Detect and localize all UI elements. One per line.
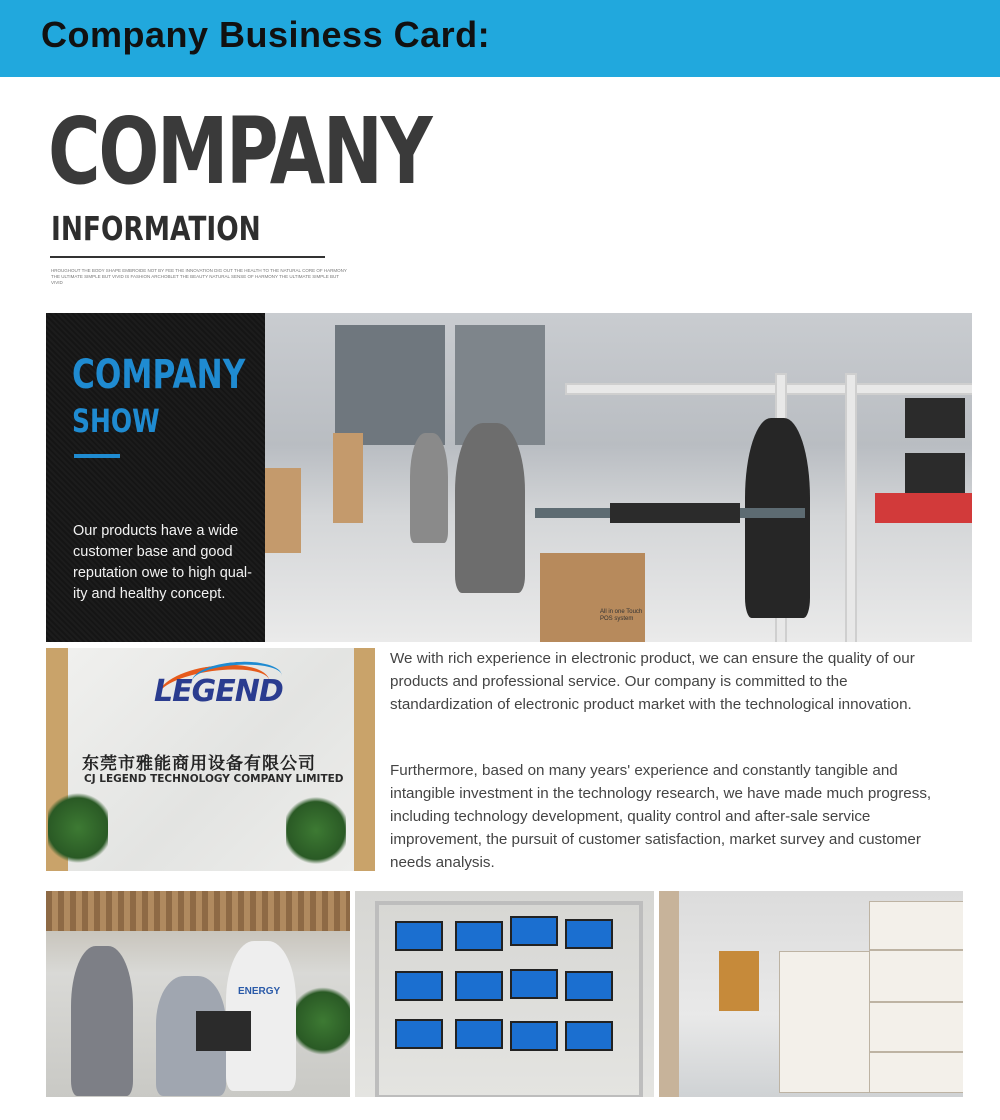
testing-rack-photo	[355, 891, 654, 1097]
plant	[286, 793, 346, 868]
office-team-photo	[46, 891, 350, 1097]
carton-wall	[869, 901, 963, 1093]
red-cables	[875, 493, 972, 523]
company-lobby-photo	[46, 648, 375, 871]
company-name-chinese: 东莞市雅能商用设备有限公司	[82, 754, 316, 774]
carton-wall	[779, 951, 871, 1093]
pos-screen	[510, 916, 558, 946]
pos-screen	[510, 969, 558, 999]
banner-title: Company Business Card:	[41, 14, 491, 55]
worker	[410, 433, 448, 543]
show-description: Our products have a wide customer base and good reputation owe to high qual-ity and healthy concept.	[73, 523, 252, 602]
window	[335, 325, 445, 445]
show-subtitle: SHOW	[72, 402, 160, 440]
door-frame	[659, 891, 679, 1097]
product-box-label: All in one Touch POS system	[600, 609, 643, 622]
pos-screen	[455, 1019, 503, 1049]
pos-display	[905, 453, 965, 493]
wood-ceiling	[46, 891, 350, 931]
pos-screen	[565, 919, 613, 949]
fine-print: HROUGHOUT THE BODY SHAPE EMBROIDE NOT BY FEE THE INNOVATION DIG OUT THE HEALTH TO THE NATURAL CORE OF HARMONY THE ULTIMATE SIMPLE BUT VIVID IS FASHION ARCHOBLET THE BEAUTY NATURAL SENSE OF HARMONY THE ULTIMATE SIMPLE BUT VIVID	[51, 268, 347, 285]
carton-seam	[869, 1001, 963, 1003]
staff-member	[71, 946, 133, 1096]
plant	[48, 788, 108, 868]
pos-screen	[395, 921, 443, 951]
legend-logo: LEGEND	[154, 674, 283, 709]
show-accent-bar	[74, 454, 120, 458]
carton-seam	[869, 949, 963, 951]
pos-display	[905, 398, 965, 438]
plant	[296, 981, 350, 1061]
shelf-post	[845, 373, 857, 642]
pos-screen	[455, 921, 503, 951]
pos-screen	[510, 1021, 558, 1051]
pos-screen	[455, 971, 503, 1001]
show-title: COMPANY	[72, 352, 246, 398]
header-banner	[0, 0, 1000, 77]
pos-screen	[565, 971, 613, 1001]
company-heading: COMPANY	[48, 98, 431, 205]
pos-device	[610, 503, 740, 523]
worker	[455, 423, 525, 593]
company-name-english: CJ LEGEND TECHNOLOGY COMPANY LIMITED	[84, 773, 344, 785]
carton-stack	[333, 433, 363, 523]
intro-paragraph: We with rich experience in electronic product, we can ensure the quality of our products and professional service. Our company is committed to the standardization of electronic product market with the technological innovation.	[390, 650, 915, 713]
worker	[745, 418, 810, 618]
carton-stack	[265, 468, 301, 553]
progress-paragraph: Furthermore, based on many years' experience and constantly tangible and intangible investment in the technology research, we have made much progress, including technology development, quality control and after-sale service improvement, the pursuit of customer satisfaction, market survey and customer needs analysis.	[390, 762, 932, 871]
shelf	[565, 383, 972, 395]
company-show-panel	[46, 313, 265, 642]
heading-divider	[50, 256, 325, 258]
wood-pillar	[354, 648, 375, 871]
shirt-print: ENERGY	[238, 986, 281, 997]
pos-screen	[565, 1021, 613, 1051]
pos-screen	[395, 971, 443, 1001]
carton-seam	[869, 1051, 963, 1053]
corridor-door	[719, 951, 759, 1011]
information-heading: INFORMATION	[51, 209, 261, 248]
warehouse-photo	[659, 891, 963, 1097]
pos-screen	[395, 1019, 443, 1049]
factory-photo	[265, 313, 972, 642]
pos-terminal	[196, 1011, 251, 1051]
product-box	[540, 553, 645, 642]
